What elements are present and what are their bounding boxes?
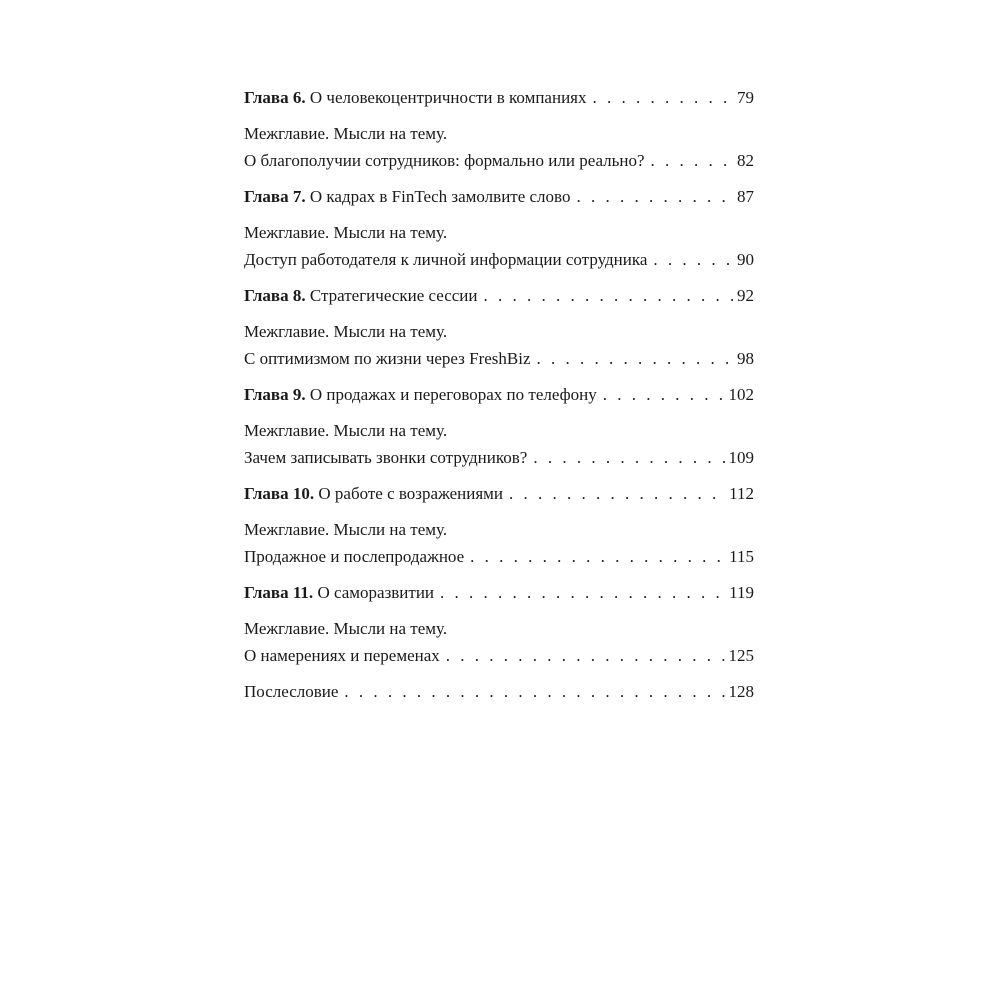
table-of-contents [244, 84, 754, 705]
toc-entry-title [244, 381, 597, 408]
interlude-heading: Межглавие. Мысли на тему. [244, 223, 448, 242]
interlude-heading: Межглавие. Мысли на тему. [244, 322, 448, 341]
chapter-title: О человекоцентричности в компаниях [309, 88, 587, 107]
chapter-title: О продажах и переговорах по телефону [309, 385, 597, 404]
interlude-title: Доступ работодателя к личной информации сотрудника [244, 250, 648, 269]
chapter-label: Глава 8. [244, 286, 306, 305]
toc-entry-title [244, 579, 434, 606]
dot-leader [484, 282, 733, 309]
toc-chapter-6 [244, 84, 754, 111]
toc-line [244, 543, 754, 570]
chapter-label: Глава 11. [244, 583, 314, 602]
chapter-title: Стратегические сессии [309, 286, 478, 305]
interlude-heading: Межглавие. Мысли на тему. [244, 520, 448, 539]
interlude-title: О благополучии сотрудников: формально или реально? [244, 151, 645, 170]
dot-leader [603, 381, 725, 408]
interlude-title: Продажное и послепродажное [244, 547, 465, 566]
page-number: 98 [737, 349, 754, 368]
chapter-label: Глава 10. [244, 484, 315, 503]
interlude-heading: Межглавие. Мысли на тему. [244, 619, 448, 638]
toc-line [244, 345, 754, 372]
toc-entry-title [244, 480, 503, 507]
dot-leader [533, 444, 724, 471]
toc-interlude [244, 615, 754, 669]
toc-entry-title [244, 84, 586, 111]
toc-interlude [244, 219, 754, 273]
page-number: 112 [729, 484, 754, 503]
chapter-label: Глава 9. [244, 385, 306, 404]
interlude-title: Зачем записывать звонки сотрудников? [244, 448, 528, 467]
page-number: 92 [737, 286, 754, 305]
dot-leader [344, 678, 724, 705]
page-number: 79 [737, 88, 754, 107]
dot-leader [470, 543, 725, 570]
page-number: 119 [729, 583, 754, 602]
toc-line [244, 444, 754, 471]
interlude-heading: Межглавие. Мысли на тему. [244, 124, 448, 143]
toc-entry-title [244, 183, 570, 210]
page-number: 82 [737, 151, 754, 170]
toc-line [244, 579, 754, 606]
toc-afterword [244, 678, 754, 705]
interlude-title: О намерениях и переменах [244, 646, 440, 665]
dot-leader [653, 246, 733, 273]
toc-line [244, 480, 754, 507]
toc-interlude [244, 318, 754, 372]
dot-leader [651, 147, 733, 174]
page-number: 90 [737, 250, 754, 269]
toc-interlude [244, 516, 754, 570]
toc-interlude [244, 120, 754, 174]
chapter-title: О кадрах в FinTech замолвите слово [309, 187, 571, 206]
toc-line [244, 642, 754, 669]
interlude-heading: Межглавие. Мысли на тему. [244, 421, 448, 440]
page-number: 102 [728, 385, 754, 404]
chapter-title: О работе с возражениями [318, 484, 504, 503]
toc-line [244, 678, 754, 705]
toc-line [244, 246, 754, 273]
dot-leader [509, 480, 725, 507]
dot-leader [440, 579, 725, 606]
toc-chapter-11 [244, 579, 754, 606]
chapter-title: О саморазвитии [317, 583, 435, 602]
page-number: 109 [728, 448, 754, 467]
dot-leader [537, 345, 733, 372]
toc-line [244, 381, 754, 408]
toc-interlude [244, 417, 754, 471]
toc-chapter-8 [244, 282, 754, 309]
page-number: 128 [728, 682, 754, 701]
toc-line [244, 84, 754, 111]
toc-chapter-7 [244, 183, 754, 210]
toc-line [244, 147, 754, 174]
page-number: 115 [729, 547, 754, 566]
page-number: 125 [728, 646, 754, 665]
toc-chapter-9 [244, 381, 754, 408]
page-number: 87 [737, 187, 754, 206]
chapter-label: Глава 6. [244, 88, 306, 107]
dot-leader [446, 642, 725, 669]
afterword-title: Послесловие [244, 682, 339, 701]
toc-line [244, 282, 754, 309]
interlude-title: С оптимизмом по жизни через FreshBiz [244, 349, 531, 368]
toc-entry-title [244, 282, 478, 309]
dot-leader [576, 183, 733, 210]
chapter-label: Глава 7. [244, 187, 306, 206]
toc-chapter-10 [244, 480, 754, 507]
toc-line [244, 183, 754, 210]
dot-leader [592, 84, 733, 111]
